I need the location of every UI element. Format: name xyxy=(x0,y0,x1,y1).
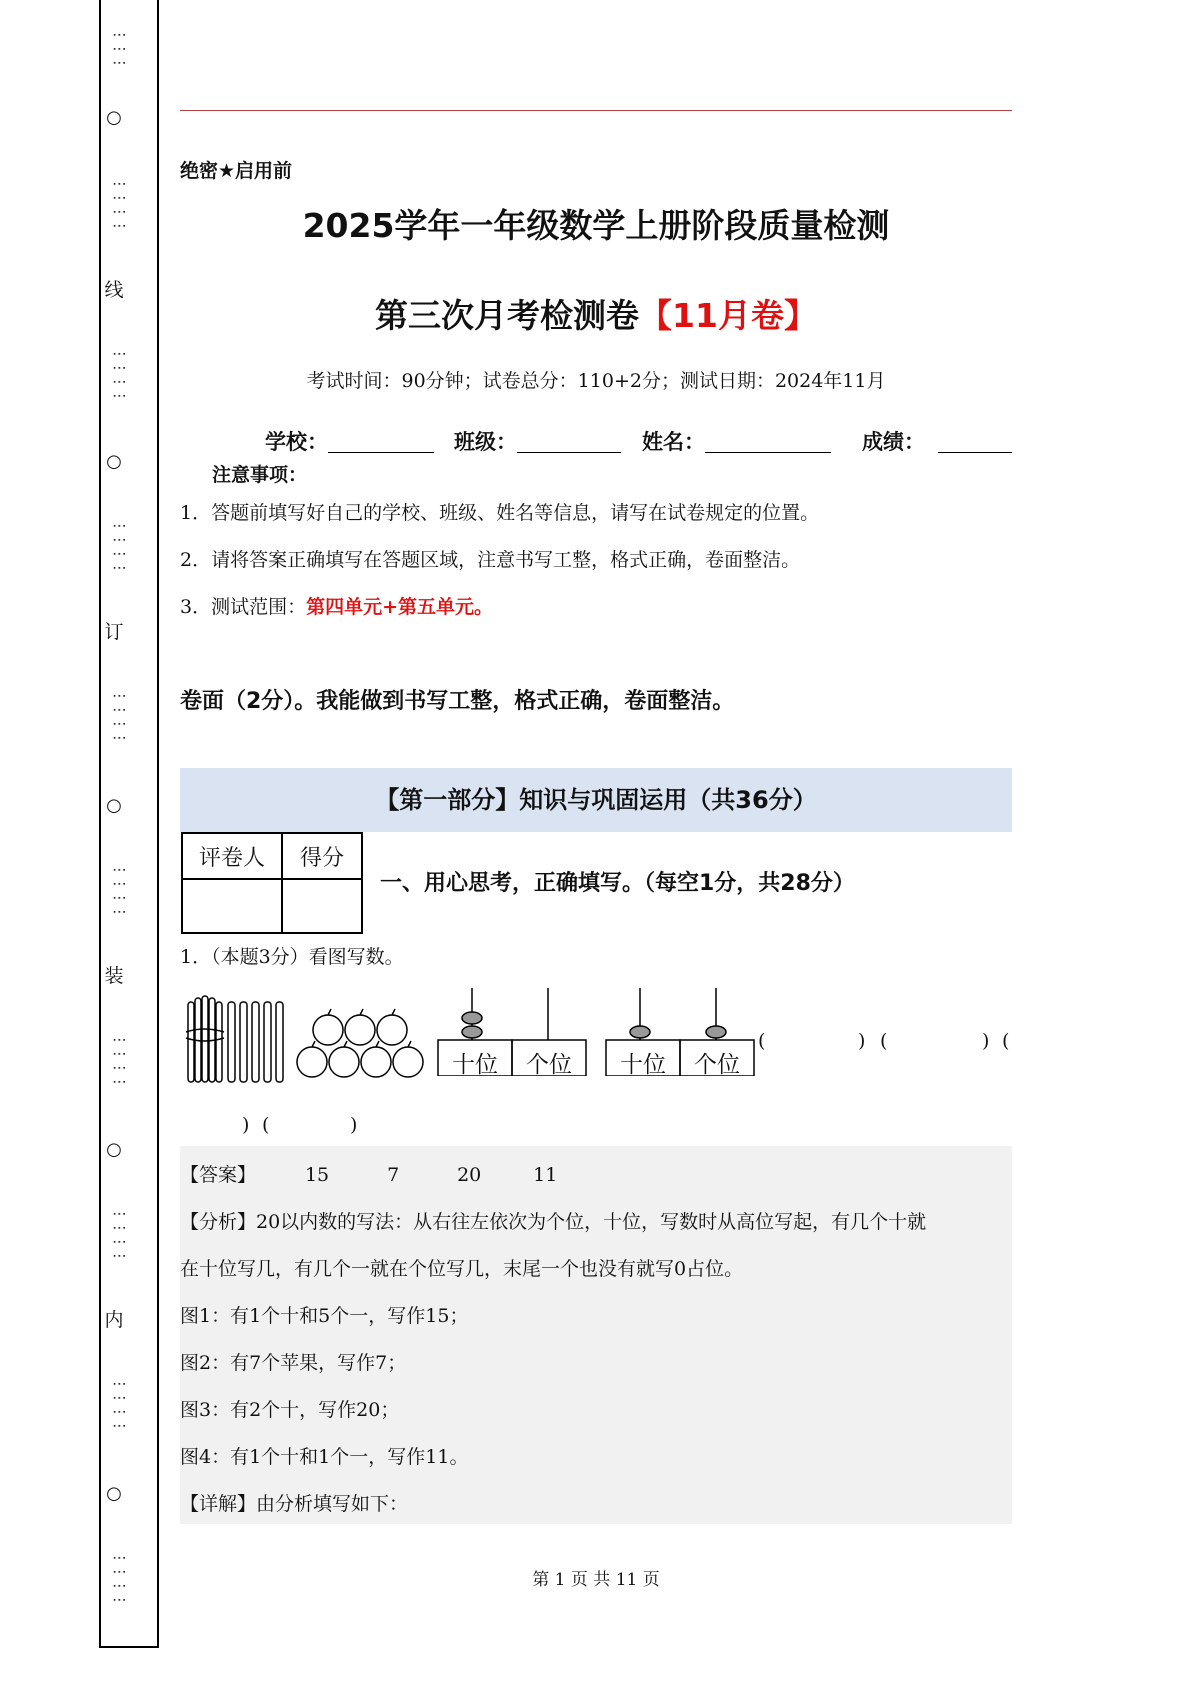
margin-circle: ○ xyxy=(106,1483,122,1504)
answer-label: 【答案】 xyxy=(180,1164,257,1186)
answer-value-4: 11 xyxy=(533,1164,558,1186)
subtitle-month: 【11月卷】 xyxy=(639,296,817,335)
analysis-line-2: 在十位写几，有几个一就在个位写几，末尾一个也没有就写0占位。 xyxy=(180,1258,744,1280)
note-item-3-prefix: 3．测试范围： xyxy=(180,596,307,618)
student-info-row xyxy=(180,426,1012,456)
school-field[interactable] xyxy=(328,452,434,453)
exam-info: 考试时间：90分钟；试卷总分：110+2分；测试日期：2024年11月 xyxy=(306,370,886,392)
page-footer: 第 1 页 共 11 页 xyxy=(532,1570,660,1590)
apples-figure xyxy=(294,1006,434,1086)
part-title: 一、用心思考，正确填写。（每空1分，共28分） xyxy=(380,871,855,896)
question-1-stem: 1．（本题3分）看图写数。 xyxy=(180,946,404,968)
abacus-1-ones-label: 个位 xyxy=(526,1052,572,1078)
answer-blank-2[interactable] xyxy=(888,1032,980,1052)
analysis-fig-2: 图2：有7个苹果，写作7； xyxy=(180,1352,407,1374)
grading-table xyxy=(181,832,363,934)
abacus-1-tens-label: 十位 xyxy=(452,1052,498,1078)
analysis-line-1: 【分析】20以内数的写法：从右往左依次为个位，十位，写数时从高位写起，有几个十就 xyxy=(180,1211,927,1233)
margin-circle: ○ xyxy=(106,1139,122,1160)
detail-line: 【详解】由分析填写如下： xyxy=(180,1493,409,1515)
blank-4-open: ( xyxy=(262,1114,270,1136)
margin-dots: ⋮⋮⋮⋮ xyxy=(111,1207,127,1263)
margin-dots: ⋮⋮⋮⋮ xyxy=(111,347,127,403)
margin-dots: ⋮⋮⋮⋮ xyxy=(111,1033,127,1089)
name-field[interactable] xyxy=(705,452,831,453)
notes-heading: 注意事项： xyxy=(212,464,308,486)
blank-2-close: ) xyxy=(982,1030,990,1052)
grader-label: 评卷人 xyxy=(182,833,282,879)
analysis-fig-4: 图4：有1个十和1个一，写作11。 xyxy=(180,1446,469,1468)
score-cell[interactable] xyxy=(282,879,362,933)
blank-2-open: ( xyxy=(880,1030,888,1052)
margin-label-ding: 订 xyxy=(104,621,124,643)
score-label: 成绩： xyxy=(862,430,925,454)
class-label: 班级： xyxy=(454,430,517,454)
blank-3-close: ) xyxy=(242,1114,250,1136)
header-rule xyxy=(180,110,1012,111)
section-header: 【第一部分】知识与巩固运用（共36分） xyxy=(180,768,1012,832)
sticks-figure xyxy=(184,990,288,1086)
margin-dots: ⋮⋮⋮⋮ xyxy=(111,1551,127,1607)
margin-dots: ⋮⋮⋮⋮ xyxy=(111,177,127,233)
blank-1-close: ) xyxy=(858,1030,866,1052)
margin-circle: ○ xyxy=(106,451,122,472)
blank-3-open: ( xyxy=(1002,1030,1010,1052)
margin-circle: ○ xyxy=(106,795,122,816)
class-field[interactable] xyxy=(517,452,621,453)
abacus-2-tens-label: 十位 xyxy=(620,1052,666,1078)
note-item-3-scope: 第四单元+第五单元。 xyxy=(306,596,494,618)
answer-line xyxy=(180,1160,580,1187)
secret-label: 绝密★启用前 xyxy=(180,160,293,182)
neatness-statement: 卷面（2分）。我能做到书写工整，格式正确，卷面整洁。 xyxy=(180,689,735,714)
margin-label-zhuang: 装 xyxy=(104,965,124,987)
analysis-fig-1: 图1：有1个十和5个一，写作15； xyxy=(180,1305,469,1327)
grader-cell[interactable] xyxy=(182,879,282,933)
margin-dots: ⋮⋮⋮⋮ xyxy=(111,519,127,575)
school-label: 学校： xyxy=(265,430,328,454)
answer-value-2: 7 xyxy=(387,1164,400,1186)
margin-dots: ⋮⋮⋮⋮ xyxy=(111,689,127,745)
binding-margin-marks xyxy=(99,0,159,1648)
score-field[interactable] xyxy=(938,452,1012,453)
page-title: 2025学年一年级数学上册阶段质量检测 xyxy=(302,206,890,245)
answer-blank-3[interactable] xyxy=(190,1100,240,1122)
blank-4-close: ) xyxy=(350,1114,358,1136)
abacus-2-ones-label: 个位 xyxy=(694,1052,740,1078)
margin-circle: ○ xyxy=(106,107,122,128)
note-item-1: 1．答题前填写好自己的学校、班级、姓名等信息，请写在试卷规定的位置。 xyxy=(180,502,820,524)
answer-value-3: 20 xyxy=(457,1164,482,1186)
analysis-fig-3: 图3：有2个十，写作20； xyxy=(180,1399,400,1421)
name-label: 姓名： xyxy=(642,430,705,454)
subtitle-main: 第三次月考检测卷 xyxy=(375,296,640,335)
margin-dots: ⋮⋮⋮ xyxy=(111,28,127,70)
margin-label-xian: 线 xyxy=(104,279,124,301)
margin-dots: ⋮⋮⋮⋮ xyxy=(111,863,127,919)
answer-blank-1[interactable] xyxy=(766,1032,858,1052)
answer-value-1: 15 xyxy=(304,1164,330,1186)
note-item-2: 2．请将答案正确填写在答题区域，注意书写工整，格式正确，卷面整洁。 xyxy=(180,549,801,571)
margin-dots: ⋮⋮⋮⋮ xyxy=(111,1377,127,1433)
score-cell-label: 得分 xyxy=(282,833,362,879)
page-subtitle xyxy=(180,290,1012,337)
note-item-3 xyxy=(180,592,493,619)
answer-blank-4[interactable] xyxy=(272,1116,348,1136)
margin-label-nei: 内 xyxy=(104,1309,124,1331)
blank-1-open: ( xyxy=(758,1030,766,1052)
